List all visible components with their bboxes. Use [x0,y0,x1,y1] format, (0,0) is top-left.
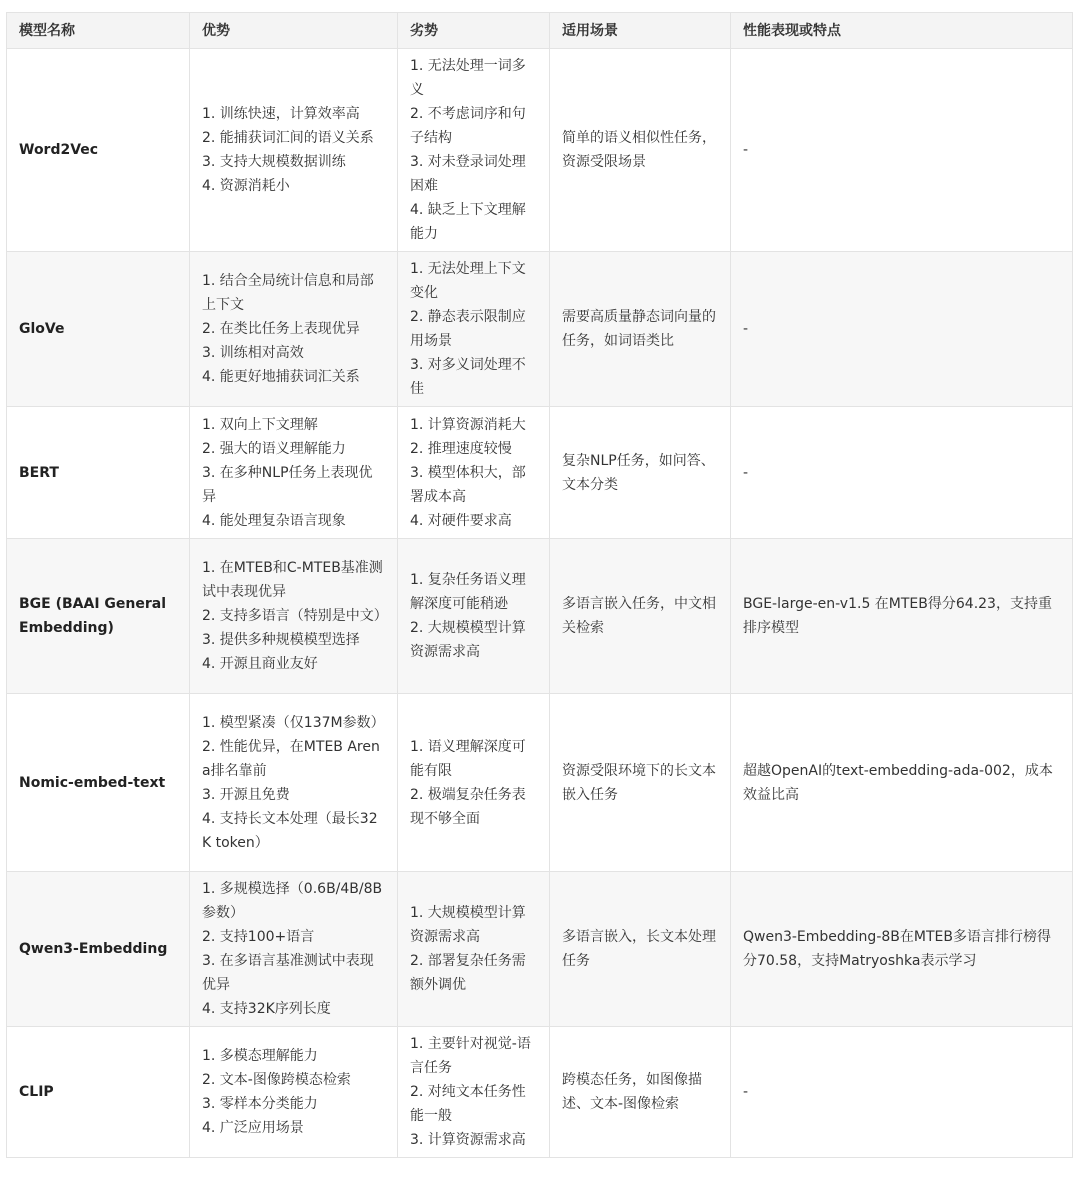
disadvantage-item: 2. 大规模模型计算资源需求高 [410,620,526,660]
advantage-item: 1. 多规模选择（0.6B/4B/8B参数） [202,881,383,921]
comparison-table-container [6,12,1072,1158]
disadvantage-item: 4. 对硬件要求高 [410,512,512,529]
table-row [7,1027,1073,1158]
advantage-item: 3. 训练相对高效 [202,345,304,361]
advantage-item: 1. 模型紧凑（仅137M参数） [202,714,385,731]
model-name-cell: Word2Vec [7,49,190,252]
table-row [7,539,1073,694]
advantages-cell [190,1027,398,1158]
advantage-item: 3. 在多种NLP任务上表现优异 [202,464,373,505]
advantage-item: 1. 在MTEB和C-MTEB基准测试中表现优异 [202,560,383,600]
disadvantage-item: 2. 对纯文本任务性能一般 [410,1084,526,1124]
scenarios-cell: 需要高质量静态词向量的任务，如词语类比 [550,252,731,407]
advantages-cell [190,872,398,1027]
performance-cell: - [731,1027,1073,1158]
disadvantage-item: 2. 静态表示限制应用场景 [410,309,526,349]
model-comparison-table [6,12,1073,1158]
advantage-item: 3. 开源且免费 [202,786,290,803]
advantage-item: 1. 结合全局统计信息和局部上下文 [202,273,374,313]
table-row [7,407,1073,539]
disadvantage-item: 1. 计算资源消耗大 [410,416,526,433]
advantage-item: 2. 在类比任务上表现优异 [202,321,360,337]
advantage-item: 3. 支持大规模数据训练 [202,154,346,170]
model-name-cell: GloVe [7,252,190,407]
header-advantages: 优势 [190,13,398,49]
advantage-item: 4. 支持32K序列长度 [202,1001,331,1017]
disadvantage-item: 3. 计算资源需求高 [410,1132,526,1148]
table-row [7,694,1073,872]
advantage-item: 4. 开源且商业友好 [202,656,318,672]
disadvantage-item: 3. 模型体积大，部署成本高 [410,464,526,505]
disadvantage-item: 4. 缺乏上下文理解能力 [410,202,526,242]
disadvantage-item: 2. 部署复杂任务需额外调优 [410,953,526,993]
disadvantage-item: 1. 无法处理一词多义 [410,58,526,98]
advantages-cell [190,407,398,539]
model-name-cell: Qwen3-Embedding [7,872,190,1027]
advantage-item: 2. 支持多语言（特别是中文） [202,608,388,624]
performance-cell: - [731,49,1073,252]
disadvantage-item: 1. 大规模模型计算资源需求高 [410,905,526,945]
advantages-cell [190,252,398,407]
advantage-item: 3. 零样本分类能力 [202,1096,318,1112]
advantage-item: 2. 文本-图像跨模态检索 [202,1072,351,1088]
disadvantages-cell [398,872,550,1027]
table-header-row [7,13,1073,49]
advantage-item: 4. 支持长文本处理（最长32K token） [202,810,378,851]
disadvantage-item: 3. 对未登录词处理困难 [410,154,526,194]
performance-cell: Qwen3-Embedding-8B在MTEB多语言排行榜得分70.58，支持Matryoshka表示学习 [731,872,1073,1027]
header-scenarios: 适用场景 [550,13,731,49]
table-row [7,252,1073,407]
advantage-item: 2. 强大的语义理解能力 [202,440,346,457]
advantage-item: 4. 广泛应用场景 [202,1120,304,1136]
disadvantage-item: 1. 语义理解深度可能有限 [410,738,526,779]
disadvantages-cell [398,407,550,539]
advantage-item: 3. 在多语言基准测试中表现优异 [202,953,374,993]
advantage-item: 2. 支持100+语言 [202,929,315,945]
header-performance: 性能表现或特点 [731,13,1073,49]
scenarios-cell: 简单的语义相似性任务，资源受限场景 [550,49,731,252]
header-disadvantages: 劣势 [398,13,550,49]
disadvantages-cell [398,252,550,407]
disadvantages-cell [398,49,550,252]
disadvantage-item: 3. 对多义词处理不佳 [410,357,526,397]
disadvantages-cell [398,1027,550,1158]
disadvantage-item: 1. 主要针对视觉-语言任务 [410,1036,531,1076]
model-name-cell: CLIP [7,1027,190,1158]
advantage-item: 4. 能更好地捕获词汇关系 [202,369,360,385]
model-name-cell: BERT [7,407,190,539]
disadvantage-item: 2. 极端复杂任务表现不够全面 [410,786,526,827]
advantages-cell [190,49,398,252]
advantage-item: 1. 多模态理解能力 [202,1048,318,1064]
model-name-cell: BGE (BAAI General Embedding) [7,539,190,694]
disadvantage-item: 2. 推理速度较慢 [410,440,512,457]
performance-cell: - [731,407,1073,539]
scenarios-cell: 资源受限环境下的长文本嵌入任务 [550,694,731,872]
disadvantage-item: 2. 不考虑词序和句子结构 [410,106,526,146]
advantage-item: 3. 提供多种规模模型选择 [202,632,360,648]
disadvantage-item: 1. 无法处理上下文变化 [410,261,526,301]
advantage-item: 1. 双向上下文理解 [202,416,318,433]
table-row [7,49,1073,252]
scenarios-cell: 多语言嵌入任务，中文相关检索 [550,539,731,694]
disadvantages-cell [398,694,550,872]
disadvantages-cell [398,539,550,694]
scenarios-cell: 多语言嵌入，长文本处理任务 [550,872,731,1027]
table-row [7,872,1073,1027]
advantage-item: 4. 能处理复杂语言现象 [202,512,346,529]
model-name-cell: Nomic-embed-text [7,694,190,872]
scenarios-cell: 复杂NLP任务，如问答、文本分类 [550,407,731,539]
performance-cell: - [731,252,1073,407]
performance-cell: 超越OpenAI的text-embedding-ada-002，成本效益比高 [731,694,1073,872]
advantages-cell [190,694,398,872]
disadvantage-item: 1. 复杂任务语义理解深度可能稍逊 [410,572,526,612]
advantage-item: 2. 能捕获词汇间的语义关系 [202,130,374,146]
header-model-name: 模型名称 [7,13,190,49]
advantage-item: 1. 训练快速，计算效率高 [202,106,360,122]
advantage-item: 4. 资源消耗小 [202,178,290,194]
performance-cell: BGE-large-en-v1.5 在MTEB得分64.23，支持重排序模型 [731,539,1073,694]
advantages-cell [190,539,398,694]
advantage-item: 2. 性能优异，在MTEB Arena排名靠前 [202,738,380,779]
scenarios-cell: 跨模态任务，如图像描述、文本-图像检索 [550,1027,731,1158]
